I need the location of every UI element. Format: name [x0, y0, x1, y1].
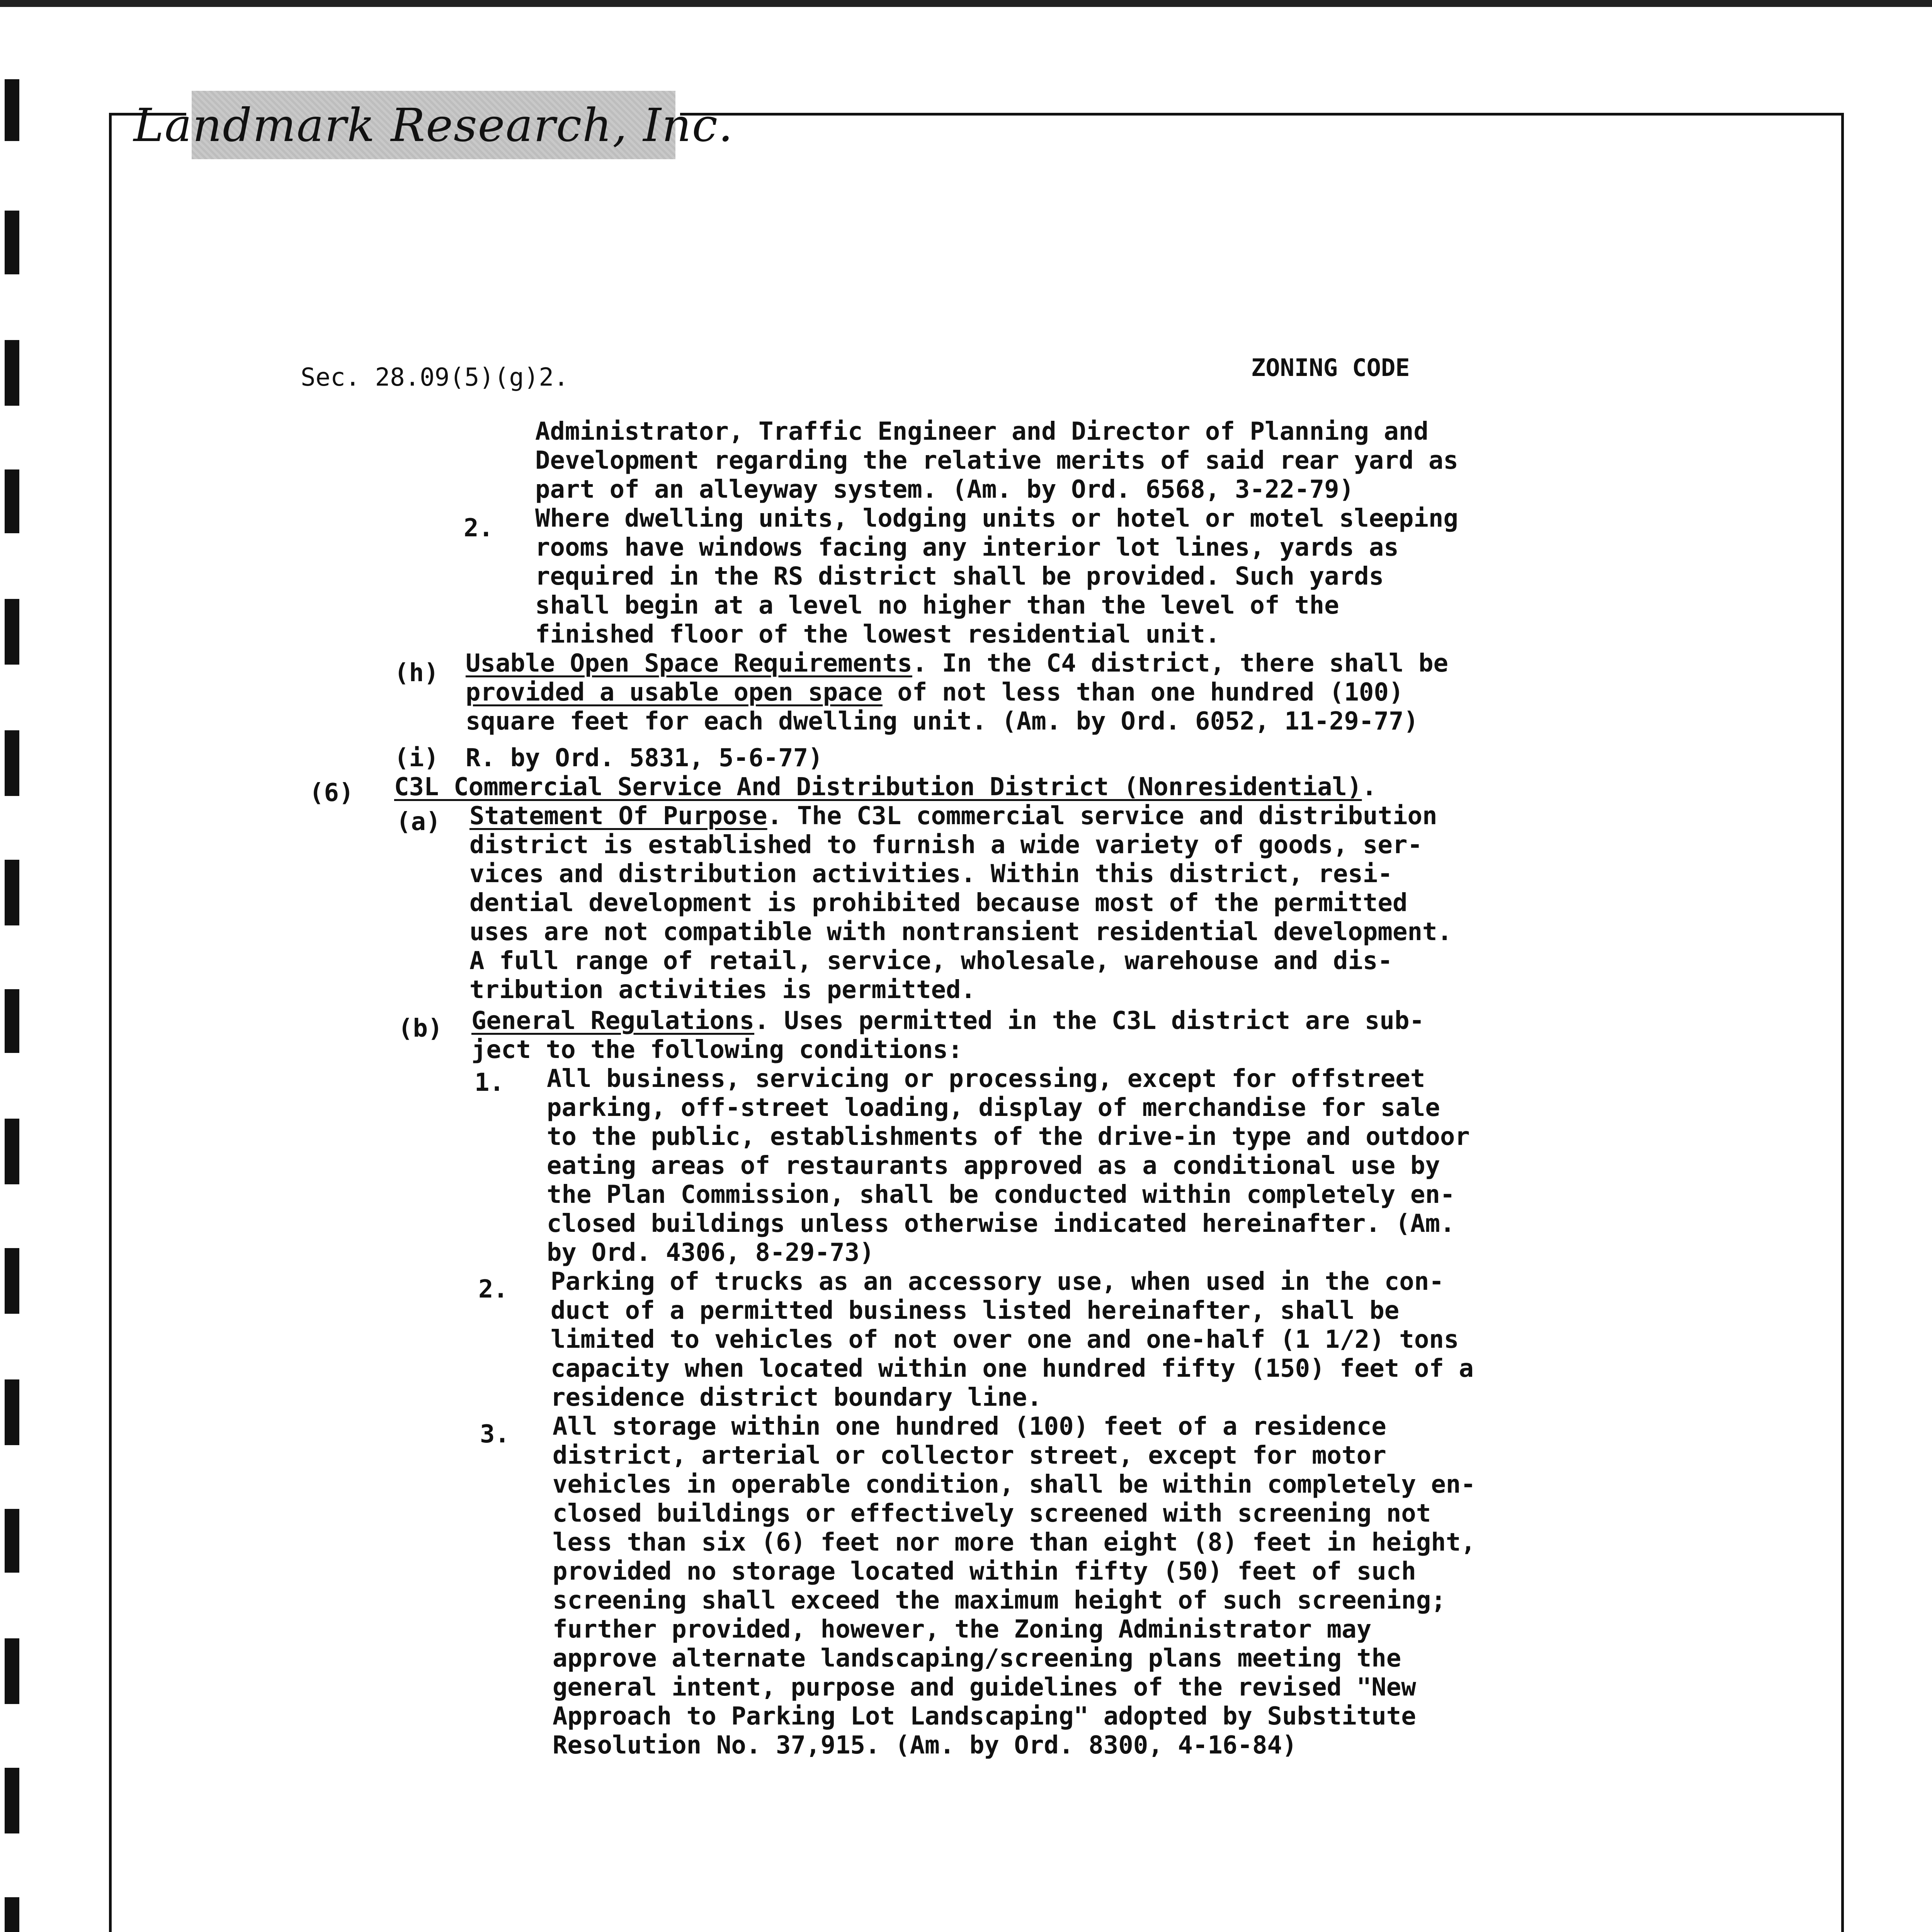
subsection-title: Usable Open Space Requirements	[466, 649, 912, 678]
text-line: rooms have windows facing any interior lot lines, yards as	[535, 533, 1399, 562]
binding-mark	[5, 1119, 19, 1184]
text-line: the Plan Commission, shall be conducted within completely en-	[547, 1180, 1455, 1209]
binding-mark	[5, 1768, 19, 1833]
text-line: Parking of trucks as an accessory use, when used in the con-	[551, 1267, 1444, 1296]
text-line: closed buildings unless otherwise indicated hereinafter. (Am.	[547, 1209, 1455, 1238]
text-line: uses are not compatible with nontransient residential development.	[469, 918, 1452, 946]
text-line: shall begin at a level no higher than the level of the	[535, 591, 1339, 620]
subsection-label: (a)	[396, 808, 441, 836]
binding-mark	[5, 79, 19, 141]
text-line: Where dwelling units, lodging units or hotel or motel sleeping	[535, 504, 1458, 533]
logo-text: Landmark Research, Inc.	[133, 98, 734, 152]
text-line: required in the RS district shall be provided. Such yards	[535, 562, 1384, 591]
subsection-title: General Regulations	[471, 1007, 755, 1035]
text-line: Usable Open Space Requirements. In the C4 district, there shall be	[466, 649, 1449, 678]
item-number: 1.	[474, 1068, 505, 1097]
document-title: ZONING CODE	[1251, 354, 1410, 382]
text-line: dential development is prohibited because most of the permitted	[469, 889, 1408, 917]
text-line: approve alternate landscaping/screening plans meeting the	[553, 1644, 1401, 1673]
subsection-label: (b)	[398, 1014, 443, 1043]
text-line: general intent, purpose and guidelines of the revised "New	[553, 1673, 1416, 1702]
binding-mark	[5, 1509, 19, 1573]
text-line: part of an alleyway system. (Am. by Ord. 6568, 3-22-79)	[535, 475, 1354, 504]
text-line: ject to the following conditions:	[471, 1036, 963, 1064]
text-line: All business, servicing or processing, except for offstreet	[547, 1065, 1425, 1093]
text-line: to the public, establishments of the drive-in type and outdoor	[547, 1122, 1470, 1151]
text-line: General Regulations. Uses permitted in the C3L district are sub-	[471, 1007, 1424, 1035]
text-line: eating areas of restaurants approved as a conditional use by	[547, 1151, 1440, 1180]
subsection-title: Statement Of Purpose	[469, 802, 767, 830]
binding-mark	[5, 1248, 19, 1314]
text-line: residence district boundary line.	[551, 1383, 1042, 1412]
binding-mark	[5, 1379, 19, 1445]
item-number: 2.	[464, 514, 494, 543]
binding-mark	[5, 1638, 19, 1704]
item-number: 2.	[478, 1275, 509, 1304]
text-line: district is established to furnish a wide variety of goods, ser-	[469, 831, 1422, 859]
text-line: duct of a permitted business listed hereinafter, shall be	[551, 1296, 1400, 1325]
top-scan-edge	[0, 0, 1932, 7]
text-line: square feet for each dwelling unit. (Am. by Ord. 6052, 11-29-77)	[466, 707, 1418, 736]
text-line: by Ord. 4306, 8-29-73)	[547, 1238, 874, 1267]
text-line: All storage within one hundred (100) feet of a residence	[553, 1412, 1386, 1441]
text-line: Statement Of Purpose. The C3L commercial service and distribution	[469, 802, 1437, 830]
binding-mark	[5, 860, 19, 925]
text-line: further provided, however, the Zoning Administrator may	[553, 1615, 1372, 1644]
binding-mark	[5, 469, 19, 533]
subsection-label: (i)	[394, 744, 439, 772]
binding-mark	[5, 1897, 19, 1932]
text-line: vices and distribution activities. Within this district, resi-	[469, 860, 1393, 888]
section-heading: C3L Commercial Service And Distribution District (Nonresidential).	[394, 773, 1377, 801]
text-line: Approach to Parking Lot Landscaping" adopted by Substitute	[553, 1702, 1416, 1731]
text-line: Administrator, Traffic Engineer and Director of Planning and	[535, 417, 1429, 446]
binding-mark	[5, 989, 19, 1053]
text-line: screening shall exceed the maximum height of such screening;	[553, 1586, 1446, 1615]
binding-mark	[5, 599, 19, 665]
item-number: 3.	[480, 1420, 510, 1449]
text-line: finished floor of the lowest residential unit.	[535, 620, 1220, 649]
text-line: provided no storage located within fifty (50) feet of such	[553, 1557, 1416, 1586]
text-line: district, arterial or collector street, except for motor	[553, 1441, 1386, 1470]
text-line: provided a usable open space of not less than one hundred (100)	[466, 678, 1404, 707]
text-line: R. by Ord. 5831, 5-6-77)	[466, 744, 823, 772]
company-logo	[133, 91, 734, 159]
text-line: A full range of retail, service, wholesale, warehouse and dis-	[469, 947, 1393, 975]
binding-mark	[5, 211, 19, 274]
text-line: parking, off-street loading, display of merchandise for sale	[547, 1094, 1440, 1122]
subsection-label: (h)	[394, 659, 439, 687]
text-line: tribution activities is permitted.	[469, 976, 976, 1004]
text-line: Development regarding the relative merits of said rear yard as	[535, 446, 1458, 475]
text-line: Resolution No. 37,915. (Am. by Ord. 8300, 4-16-84)	[553, 1731, 1297, 1760]
text-line: capacity when located within one hundred fifty (150) feet of a	[551, 1354, 1474, 1383]
binding-mark	[5, 340, 19, 406]
frame-rule	[680, 113, 1841, 116]
binding-mark	[5, 730, 19, 796]
text-line: less than six (6) feet nor more than eight (8) feet in height,	[553, 1528, 1476, 1557]
section-label: (6)	[309, 779, 354, 807]
text-line: closed buildings or effectively screened with screening not	[553, 1499, 1431, 1528]
section-reference: Sec. 28.09(5)(g)2.	[301, 363, 569, 392]
text-line: vehicles in operable condition, shall be within completely en-	[553, 1470, 1476, 1499]
text-line: limited to vehicles of not over one and one-half (1 1/2) tons	[551, 1325, 1459, 1354]
